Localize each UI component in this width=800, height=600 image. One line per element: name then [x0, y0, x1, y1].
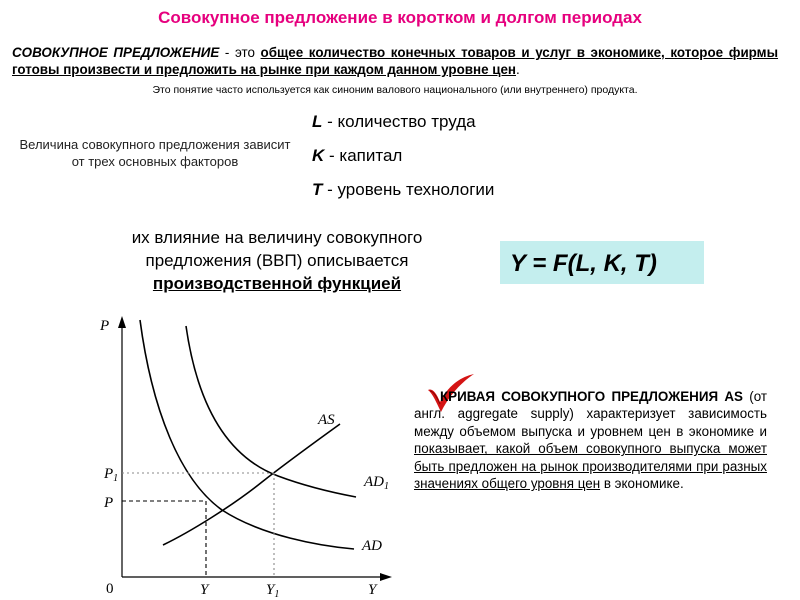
- description-underlined: показывает, какой объем совокупного выпуска может быть предложен на рынок производителями при разных значениях общего уровня цен: [414, 441, 767, 492]
- factor-technology: [312, 180, 494, 200]
- ad1-subscript: 1: [384, 481, 389, 492]
- influence-line: предложения (ВВП) описывается: [145, 251, 409, 270]
- factor-text: - капитал: [324, 146, 403, 165]
- ad-curve: [140, 320, 354, 549]
- production-function-formula: Y = F(L, K, T): [510, 250, 657, 277]
- factor-text: - количество труда: [322, 112, 476, 131]
- y1-subscript: 1: [274, 589, 280, 600]
- page-title: Совокупное предложение в коротком и долгом периодах: [158, 8, 642, 27]
- definition-term: СОВОКУПНОЕ ПРЕДЛОЖЕНИЕ: [12, 45, 220, 60]
- p1-subscript: 1: [113, 473, 119, 484]
- ad1-main: AD: [364, 474, 384, 490]
- description-end: в экономике.: [600, 476, 684, 492]
- y-axis-arrow-icon: [118, 316, 126, 328]
- origin-label: 0: [106, 581, 114, 597]
- as-curve-term: КРИВАЯ СОВОКУПНОГО ПРЕДЛОЖЕНИЯ AS: [440, 389, 743, 404]
- as-curve: [163, 424, 340, 545]
- x-axis-arrow-icon: [380, 573, 392, 581]
- factor-capital: [312, 146, 402, 166]
- influence-line: их влияние на величину совокупного: [131, 228, 423, 247]
- influence-text: [92, 226, 462, 295]
- definition-phrase: общее количество конечных товаров и услуг в экономике, которое фирмы готовы произвести и предложить на рынке при каждом данном уровне цен: [12, 45, 779, 77]
- description-text: (от англ. aggregate supply) характеризует зависимость между объемом выпуска и уровнем цен в экономике и: [414, 389, 767, 439]
- p-tick-label: P: [104, 495, 114, 511]
- as-ad-graph: [0, 310, 400, 600]
- factors-intro: Величина совокупного предложения зависит от трех основных факторов: [19, 137, 291, 169]
- as-label: AS: [318, 412, 335, 428]
- ad-label: AD: [362, 538, 382, 554]
- factor-symbol: L: [312, 112, 323, 131]
- ad1-label: [363, 474, 389, 492]
- production-function-label: производственной функцией: [152, 274, 402, 293]
- definition: [12, 44, 778, 78]
- definition-end: .: [516, 62, 520, 77]
- p1-tick-label: [103, 466, 118, 484]
- factor-symbol: T: [312, 180, 323, 199]
- p1-main: P: [104, 466, 114, 482]
- y-tick-label: Y: [200, 582, 209, 598]
- y1-main: Y: [266, 582, 275, 598]
- definition-note: Это понятие часто используется как синоним валового национального (или внутреннего) продукта.: [152, 84, 638, 96]
- x-axis-label: Y: [368, 582, 377, 598]
- y-axis-label: P: [100, 318, 110, 334]
- factor-labor: [312, 112, 476, 132]
- as-curve-description: [414, 388, 767, 492]
- definition-connector: - это: [219, 45, 261, 60]
- factor-text: - уровень технологии: [322, 180, 495, 199]
- y1-tick-label: [266, 582, 279, 600]
- factor-symbol: K: [312, 146, 325, 165]
